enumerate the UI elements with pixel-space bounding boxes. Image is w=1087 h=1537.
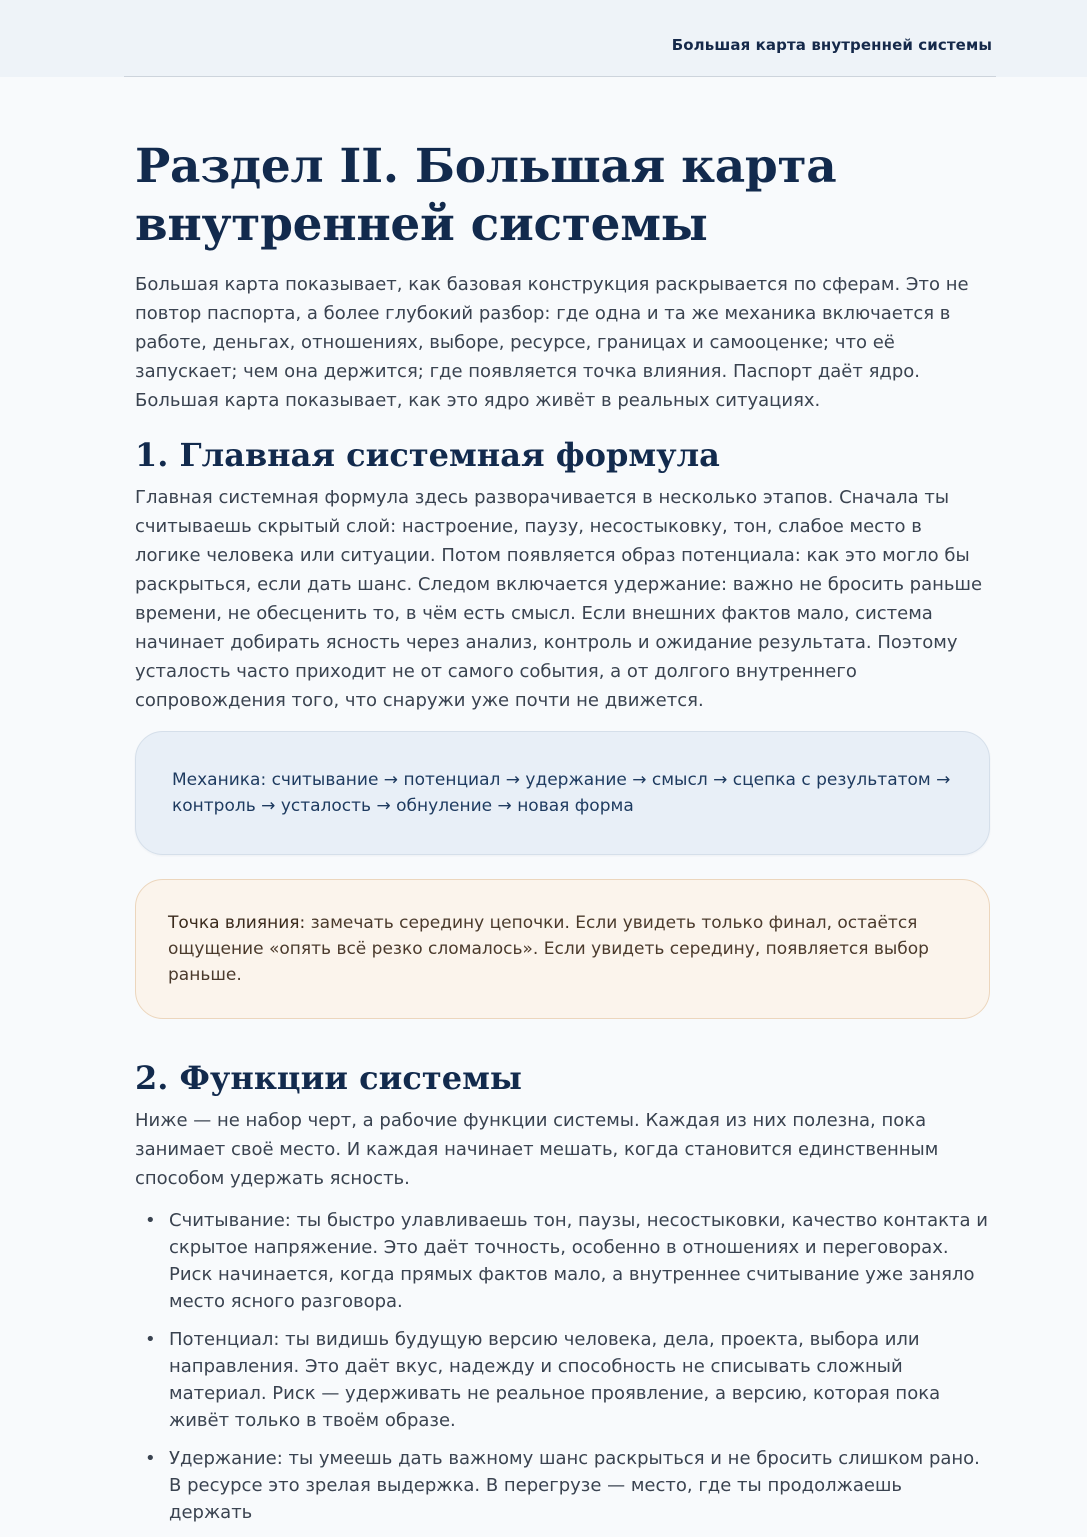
bullet-icon: • [145,1448,156,1469]
page-title: Раздел II. Большая карта внутренней системы [135,139,837,252]
bullet-icon: • [145,1210,156,1231]
mechanics-text: Механика: считывание → потенциал → удержание → смысл → сцепка с результатом → контроль → усталость → обнуление → новая форма [172,770,951,816]
list-item [135,1445,990,1526]
list-item-text: Удержание: ты умеешь дать важному шанс раскрыться и не бросить слишком рано. В ресурсе это зрелая выдержка. В перегрузе — место, где ты продолжаешь держать [169,1448,980,1523]
list-item [135,1207,990,1315]
influence-point-label: Точка влияния: [168,913,306,933]
influence-point-text: замечать середину цепочки. Если увидеть только финал, остаётся ощущение «опять всё резко сломалось». Если увидеть середину, появляется выбор раньше. [168,913,929,985]
page-content [135,138,990,1537]
header-divider [124,76,996,77]
influence-point-callout [135,879,990,1019]
bullet-icon: • [145,1329,156,1350]
list-item [135,1326,990,1434]
list-item-text: Считывание: ты быстро улавливаешь тон, паузы, несостыковки, качество контакта и скрытое напряжение. Это даёт точность, особенно в отношениях и переговорах. Риск начинается, когда прямых фактов мало, а внутреннее считывание уже заняло место ясного разговора. [169,1210,988,1312]
section-2-paragraph: Ниже — не набор черт, а рабочие функции системы. Каждая из них полезна, пока занимает своё место. И каждая начинает мешать, когда становится единственным способом удержать ясность. [135,1110,939,1189]
running-title: Большая карта внутренней системы [671,36,992,54]
section-1-paragraph: Главная системная формула здесь разворачивается в несколько этапов. Сначала ты считываешь скрытый слой: настроение, паузу, несостыковку, тон, слабое место в логике человека или ситуации. Потом появляется образ потенциала: как это могло бы раскрыться, если дать шанс. Следом включается удержание: важно не бросить раньше времени, не обесценить то, в чём есть смысл. Если внешних фактов мало, система начинает добирать ясность через анализ, контроль и ожидание результата. Поэтому усталость часто приходит не от самого события, а от долгого внутреннего сопровождения того, что снаружи уже почти не движется. [135,487,983,711]
section-1-heading: 1. Главная системная формула [135,436,720,474]
list-item-text: Потенциал: ты видишь будущую версию человека, дела, проекта, выбора или направления. Это даёт вкус, надежду и способность не списывать сложный материал. Риск — удерживать не реальное проявление, а версию, которая пока живёт только в твоём образе. [169,1329,941,1431]
page-header [0,0,1087,77]
intro-paragraph: Большая карта показывает, как базовая конструкция раскрывается по сферам. Это не повтор паспорта, а более глубокий разбор: где одна и та же механика включается в работе, деньгах, отношениях, выборе, ресурсе, границах и самооценке; что её запускает; чем она держится; где появляется точка влияния. Паспорт даёт ядро. Большая карта показывает, как это ядро живёт в реальных ситуациях. [135,274,969,411]
mechanics-callout [135,731,990,855]
functions-list [135,1207,990,1526]
section-2-heading: 2. Функции системы [135,1059,522,1097]
